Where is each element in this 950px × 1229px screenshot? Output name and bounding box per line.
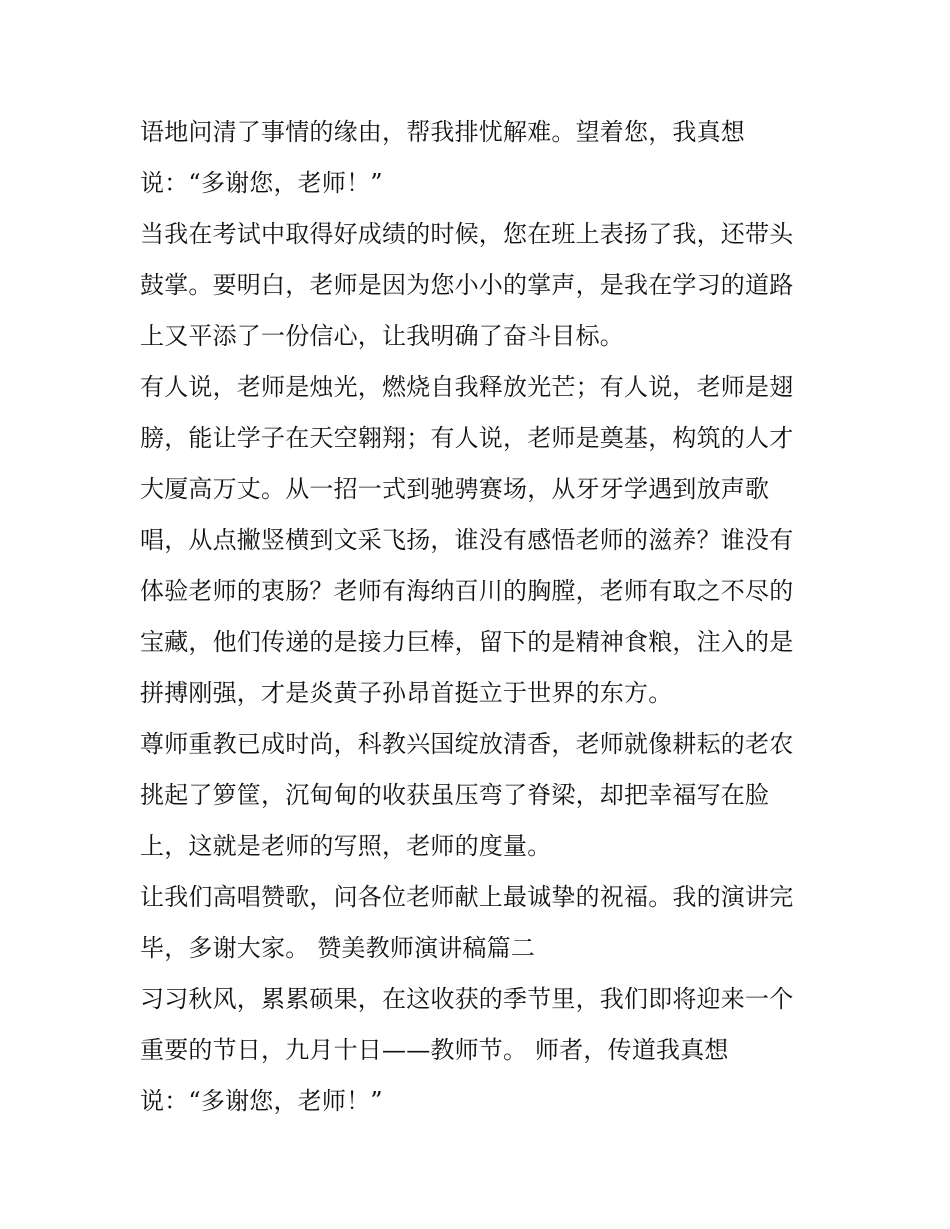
document-body — [140, 107, 820, 1127]
text-line: 说：“多谢您，老师！” — [140, 169, 383, 197]
text-line: 上又平添了一份信心，让我明确了奋斗目标。 — [140, 322, 624, 350]
text-line: 重要的节日，九月十日——教师节。 师者，传道我真想 — [140, 1036, 729, 1064]
text-line: 上，这就是老师的写照，老师的度量。 — [140, 832, 552, 860]
text-line: 语地问清了事情的缘由，帮我排忧解难。望着您，我真想 — [140, 118, 745, 146]
text-line: 体验老师的衷肠？老师有海纳百川的胸膛，老师有取之不尽的 — [140, 577, 794, 605]
text-line: 鼓掌。要明白，老师是因为您小小的掌声，是我在学习的道路 — [140, 271, 794, 299]
text-line: 毕，多谢大家。 赞美教师演讲稿篇二 — [140, 934, 536, 962]
text-line: 宝藏，他们传递的是接力巨棒，留下的是精神食粮，注入的是 — [140, 628, 794, 656]
text-line: 尊师重教已成时尚，科教兴国绽放清香，老师就像耕耘的老农 — [140, 730, 794, 758]
text-line: 大厦高万丈。从一招一式到驰骋赛场，从牙牙学遇到放声歌 — [140, 475, 770, 503]
text-line: 说：“多谢您，老师！” — [140, 1087, 383, 1115]
text-line: 唱，从点撇竖横到文采飞扬，谁没有感悟老师的滋养？谁没有 — [140, 526, 794, 554]
text-line: 膀，能让学子在天空翱翔；有人说，老师是奠基，构筑的人才 — [140, 424, 794, 452]
text-line: 让我们高唱赞歌，问各位老师献上最诚挚的祝福。我的演讲完 — [140, 883, 794, 911]
text-line: 当我在考试中取得好成绩的时候，您在班上表扬了我，还带头 — [140, 220, 794, 248]
text-line: 拼搏刚强，才是炎黄子孙昂首挺立于世界的东方。 — [140, 679, 673, 707]
text-line: 挑起了箩筐，沉甸甸的收获虽压弯了脊梁，却把幸福写在脸 — [140, 781, 770, 809]
text-line: 有人说，老师是烛光，燃烧自我释放光芒；有人说，老师是翅 — [140, 373, 794, 401]
text-line: 习习秋风，累累硕果，在这收获的季节里，我们即将迎来一个 — [140, 985, 794, 1013]
